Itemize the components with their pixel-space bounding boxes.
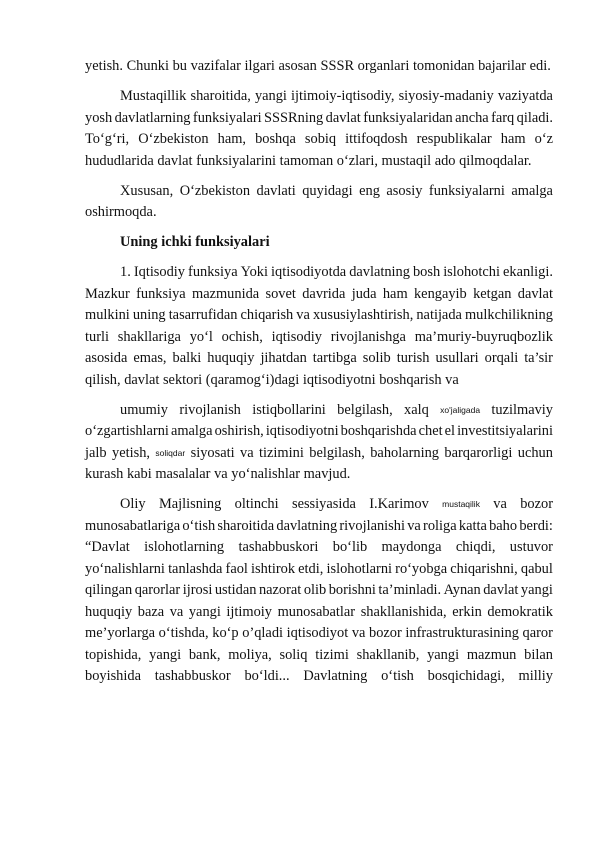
word: oshirmoqda. (85, 204, 157, 220)
word: shakllanib, (356, 646, 420, 663)
word: yo‘nalishlar (231, 466, 304, 482)
word: davlat (517, 285, 553, 302)
word: quyidagi (302, 182, 353, 199)
text-line (85, 327, 553, 349)
word: Yoki (240, 264, 268, 280)
text-line (85, 202, 553, 224)
word: bosh (412, 264, 441, 280)
text-line (85, 623, 553, 645)
word: davlat (157, 152, 197, 169)
word: tizimi (315, 646, 349, 663)
word: bank, (188, 646, 221, 663)
word: mulkchilikning (464, 307, 553, 323)
word: investitsiyalarini (457, 423, 553, 439)
word: moliya, (228, 646, 272, 663)
word: davlatning (276, 517, 338, 534)
word: berdi: (519, 517, 553, 534)
word: nazorat (258, 582, 302, 598)
word: maydonga (381, 539, 442, 555)
word: iqtisodiyotda (271, 264, 347, 280)
word: faol (225, 560, 248, 577)
small-word: xo'jaligada (440, 404, 481, 415)
word: siyosati (190, 444, 235, 461)
word: baholarning (370, 444, 439, 461)
word: Aynan (443, 582, 481, 598)
text-line (85, 602, 553, 624)
word: funksiyalaridan (363, 109, 453, 126)
word: uchun (517, 444, 553, 461)
word: ancha (455, 109, 489, 126)
word: xalq (404, 401, 429, 418)
word: yetish, (112, 444, 150, 461)
word: masalalar (155, 466, 215, 482)
text-line (85, 284, 553, 306)
word: o‘zlari, (336, 152, 382, 169)
word: barqarorligi (444, 444, 513, 461)
word: etdi, (298, 560, 324, 577)
word: el (444, 423, 456, 439)
paragraph-gap (85, 224, 553, 233)
word: tashabbuskor (154, 668, 231, 684)
word: sobiq (304, 131, 337, 147)
word: topishida, (85, 646, 142, 663)
word: ham, (217, 131, 246, 147)
word: SSSRning (264, 109, 324, 126)
word: me’yorlarga (85, 625, 156, 641)
word: amalga (170, 423, 213, 439)
word: emas, (133, 350, 167, 366)
word: bozor (520, 496, 553, 512)
paragraph-gap (85, 78, 553, 87)
word: va (214, 466, 232, 482)
text-line (85, 400, 553, 422)
paragraph-gap (85, 254, 553, 263)
word: o‘tish (182, 517, 216, 534)
word: rivojlanishga (330, 328, 406, 345)
text-line (85, 494, 553, 516)
word: o‘z (534, 131, 553, 147)
word: davlat (483, 582, 519, 598)
word: qilingan (85, 582, 133, 598)
word: amalga (511, 182, 553, 199)
word: tashabbuskori (238, 539, 319, 555)
word: kabi (126, 466, 156, 482)
text-line (85, 443, 553, 465)
word: Chunki (126, 58, 173, 74)
word: iqtisodiyotni (302, 371, 380, 388)
text-line (85, 56, 553, 78)
word: baza (137, 603, 165, 620)
text-line (85, 86, 553, 108)
word: bosqichidagi, (427, 668, 505, 684)
word: iqtisodiyotni (265, 423, 339, 439)
word: eng (359, 182, 380, 199)
word: yosh (85, 109, 113, 126)
word: qilmoqdalar. (459, 152, 532, 169)
word: olib (303, 582, 327, 598)
text-line (85, 181, 553, 203)
text-line (85, 537, 553, 559)
word: ta’sir (524, 350, 553, 366)
word: natijada (416, 307, 462, 323)
word: munosabatlar (277, 603, 356, 620)
word: erkin (452, 603, 482, 620)
word: ijrosi (182, 582, 213, 598)
word: yo‘nalishlarni (85, 560, 165, 577)
document-page (85, 56, 553, 688)
word: demokratik (487, 603, 553, 620)
text-line (85, 129, 553, 151)
word: va (296, 307, 310, 323)
word: ijtimoiy-iqtisodiy, (291, 88, 395, 104)
word: oshirish, (214, 423, 264, 439)
word: ijtimoiy (226, 603, 272, 620)
word: yangi (188, 603, 221, 620)
word: iqtisodiyot (286, 625, 349, 641)
word: To‘g‘ri, (85, 131, 130, 147)
word: belgilash, (337, 401, 393, 418)
word: ta’minladi. (378, 582, 442, 598)
word: va (169, 603, 184, 620)
word: orqali (484, 350, 519, 366)
word: jihatdan (260, 350, 307, 366)
paragraph-gap (85, 172, 553, 181)
word: va (240, 444, 254, 461)
word: islohotlarning (144, 539, 225, 555)
word: ko‘p (212, 625, 239, 641)
word: mulkini (85, 307, 130, 323)
text-line (85, 151, 553, 173)
text-line (85, 421, 553, 443)
word: bu (172, 58, 191, 74)
word: turish (396, 350, 430, 366)
word: qaror (522, 625, 553, 641)
word: davlatning (349, 264, 410, 280)
word: mazmunida (192, 285, 260, 302)
word: organlari (357, 58, 413, 74)
word: soliq (279, 646, 308, 663)
word: shakllanishida, (360, 603, 447, 620)
word: ham (500, 131, 526, 147)
text-line (85, 580, 553, 602)
word: o‘tishda, (158, 625, 209, 641)
word: o‘tish (381, 668, 414, 684)
word: baho (489, 517, 518, 534)
word: umumiy (120, 401, 168, 418)
word: jalb (85, 444, 107, 461)
word: juda (351, 285, 377, 302)
word: shakllariga (117, 328, 181, 345)
word: kurash (85, 466, 127, 482)
word: o’qladi (242, 625, 284, 641)
word: 1. (120, 264, 131, 280)
word: ekanligi. (502, 264, 553, 280)
word: yangi (520, 582, 553, 598)
text-line (85, 645, 553, 667)
word: siyosiy-madaniy (398, 88, 494, 104)
word: balki (172, 350, 202, 366)
text-line (85, 370, 553, 392)
word: boshqarishda (340, 423, 417, 439)
word: ma’muriy-buyruqbozlik (414, 328, 553, 345)
word: huquqiy (85, 603, 133, 620)
word: asosida (85, 350, 128, 366)
word: funksiyalari (195, 234, 270, 250)
word: asosan (278, 58, 321, 74)
small-word: mustaqilik (442, 499, 480, 509)
word: yangi (149, 646, 182, 663)
word: O‘zbekiston (138, 131, 209, 147)
word: bilan (524, 646, 553, 663)
word: kengayib (413, 285, 467, 302)
small-word: soliqdar (155, 447, 186, 458)
word: chet (418, 423, 443, 439)
word: yetish. (85, 58, 127, 74)
word: solib (362, 350, 391, 366)
word: tuzilmaviy (491, 401, 553, 418)
word: yangi (427, 646, 460, 663)
word: va (445, 371, 459, 388)
word: turli (85, 328, 109, 345)
word: Davlatning (303, 668, 368, 684)
word: milliy (518, 668, 553, 684)
text-line (85, 108, 553, 130)
word: boyishida (85, 668, 141, 684)
word: chiqdi, (455, 539, 496, 555)
word: islohotlarni (326, 560, 393, 577)
word: davlatlarning (114, 109, 191, 126)
word: farq (491, 109, 515, 126)
word: va (351, 625, 366, 641)
word: yangi (254, 88, 287, 104)
word: qabul (520, 560, 553, 577)
text-line (85, 348, 553, 370)
word: tamoman (279, 152, 337, 169)
word: yo‘l (189, 328, 213, 345)
word: tasarrufidan (168, 307, 238, 323)
word: va (493, 496, 507, 512)
text-line (85, 262, 553, 284)
word: Majlisning (158, 496, 222, 512)
word: davlat (325, 109, 361, 126)
word: funksiyalarini (196, 152, 280, 169)
text-line (85, 559, 553, 581)
word: roliga (423, 517, 457, 534)
word: asosiy (386, 182, 423, 199)
word: chiqarish (240, 307, 294, 323)
word: qarorlar (134, 582, 181, 598)
word: bajarilar (478, 58, 530, 74)
word: Mustaqillik (120, 88, 187, 104)
word: Oliy (120, 496, 146, 512)
word: Uning (120, 234, 162, 250)
word: ilgari (244, 58, 279, 74)
word: infrastrukturasining (405, 625, 519, 641)
word: usullari (435, 350, 479, 366)
word: islohotchi (443, 264, 500, 280)
word: ishtirok (251, 560, 296, 577)
word: O‘zbekiston (179, 182, 251, 199)
word: belgilash, (309, 444, 365, 461)
word: munosabatlariga (85, 517, 181, 534)
word: tizimini (259, 444, 304, 461)
word: davlati (256, 182, 296, 199)
word: vaziyatda (497, 88, 553, 104)
word: va (407, 517, 421, 534)
word: (qaramog‘i)dagi (205, 371, 303, 388)
word: boshqarish (379, 371, 446, 388)
word: huquqiy (207, 350, 255, 366)
word: iqtisodiy (271, 328, 322, 345)
word: tanlashda (168, 560, 223, 577)
word: boshqa (255, 131, 296, 147)
word: sharoitida, (190, 88, 251, 104)
word: Xususan, (120, 182, 174, 199)
word: uning (132, 307, 166, 323)
word: funksiyalari (192, 109, 262, 126)
word: rivojlanish (179, 401, 241, 418)
word: bo‘lib (332, 539, 368, 555)
word: sovet (265, 285, 296, 302)
word: ochish, (221, 328, 263, 345)
word: Iqtisodiy (133, 264, 185, 280)
word: o‘zgartishlarni (85, 423, 169, 439)
word: ham (382, 285, 408, 302)
word: sharoitida (217, 517, 275, 534)
word: katta (458, 517, 487, 534)
word: bo‘ldi... (244, 668, 290, 684)
text-line (85, 232, 553, 254)
word: ittifoqdosh (345, 131, 408, 147)
word: edi. (529, 58, 551, 74)
word: ro‘yobga (395, 560, 448, 577)
word: davlat (124, 371, 163, 388)
word: sektori (162, 371, 206, 388)
word: ustidan (214, 582, 257, 598)
word: mustaqil (381, 152, 435, 169)
word: Mazkur (85, 285, 130, 302)
word: funksiya (188, 264, 238, 280)
word: rivojlanishi (339, 517, 405, 534)
word: ichki (161, 234, 196, 250)
word: qilish, (85, 371, 125, 388)
word: “Davlat (85, 539, 130, 555)
word: ustuvor (509, 539, 553, 555)
paragraph-gap (85, 391, 553, 400)
text-line (85, 666, 553, 688)
text-line (85, 464, 553, 486)
word: xususiylashtirish, (312, 307, 414, 323)
word: qiladi. (516, 109, 553, 126)
word: mazmun (466, 646, 517, 663)
word: I.Karimov (369, 496, 429, 512)
word: bozor (369, 625, 402, 641)
paragraph-gap (85, 486, 553, 495)
word: borishni (328, 582, 376, 598)
word: chiqarishni, (450, 560, 518, 577)
word: oltinchi (234, 496, 279, 512)
word: vazifalar (190, 58, 245, 74)
text-line (85, 305, 553, 327)
word: ado (434, 152, 460, 169)
word: SSSR (320, 58, 358, 74)
word: istiqbollarini (252, 401, 326, 418)
word: sessiyasida (291, 496, 356, 512)
word: funksiyalarni (428, 182, 505, 199)
word: tomonidan (412, 58, 479, 74)
word: hududlarida (85, 152, 158, 169)
word: respublikalar (416, 131, 492, 147)
word: ketgan (473, 285, 512, 302)
word: davrida (302, 285, 346, 302)
word: tartibga (312, 350, 357, 366)
text-line (85, 516, 553, 538)
word: funksiya (136, 285, 186, 302)
word: mavjud. (303, 466, 351, 482)
